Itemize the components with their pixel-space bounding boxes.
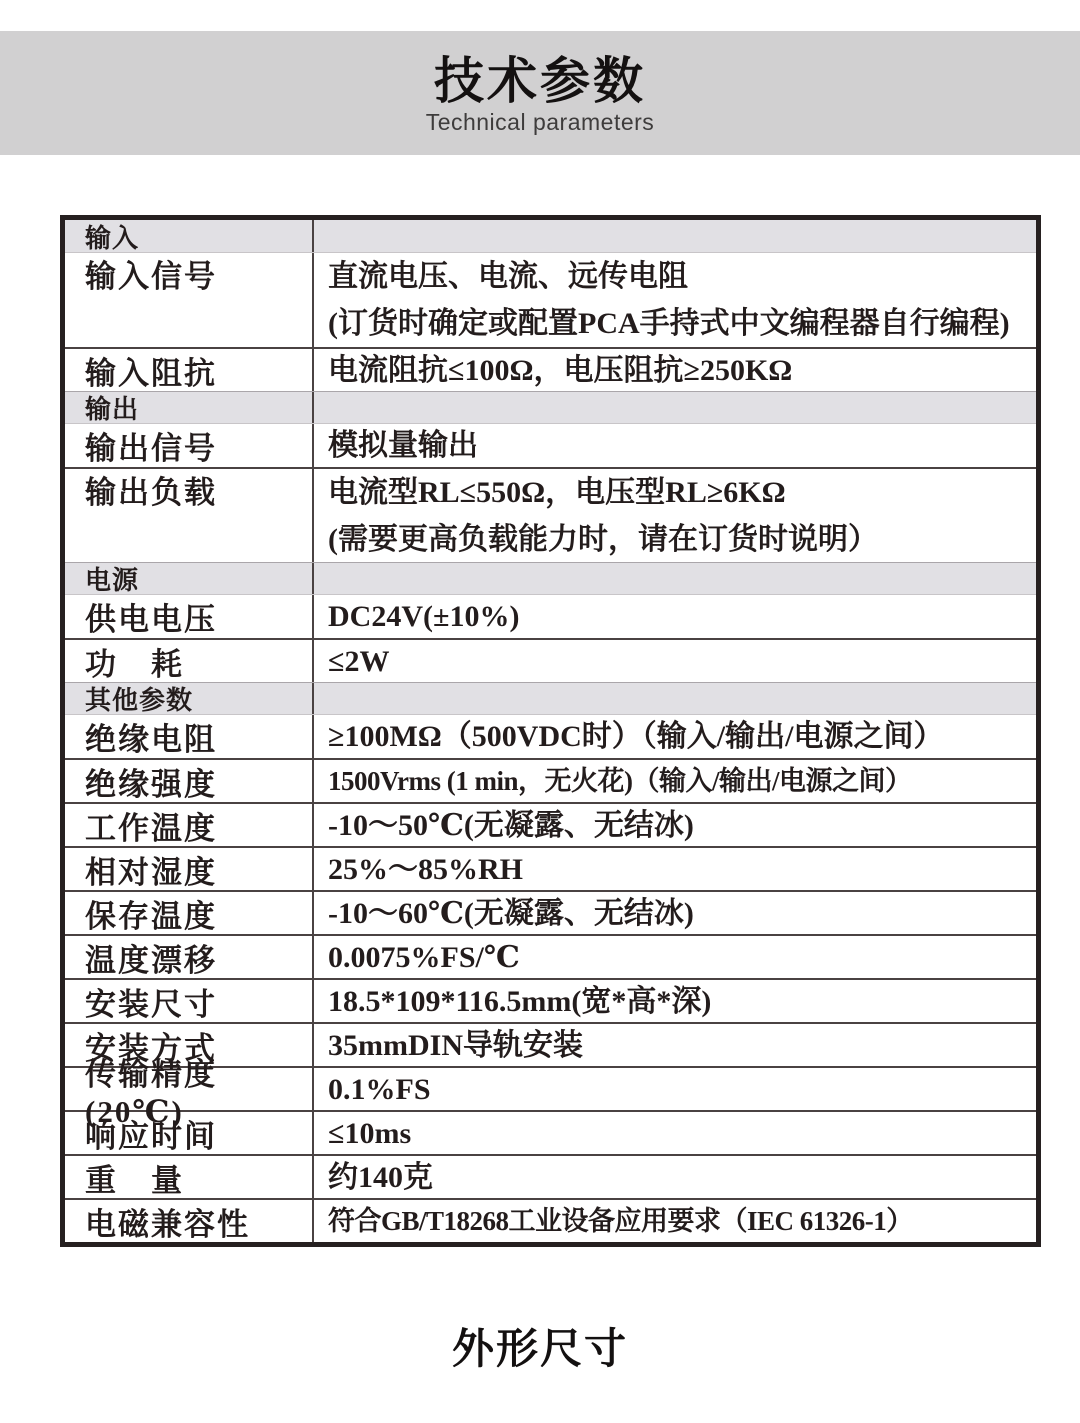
row-value: [314, 892, 1036, 934]
row-value-line: DC24V(±10%): [328, 600, 520, 633]
row-value-line: ≥100MΩ（500VDC时）（输入/输出/电源之间）: [328, 720, 944, 753]
row-label: 安装方式: [65, 1024, 314, 1066]
table-row: [65, 934, 1036, 978]
header-band: [0, 31, 1080, 155]
row-value-line: 电流阻抗≤100Ω，电压阻抗≥250KΩ: [328, 353, 793, 387]
page-title: 技术参数: [434, 53, 646, 109]
row-label: 安装尺寸: [65, 980, 314, 1022]
row-value: [314, 980, 1036, 1022]
table-row: [65, 890, 1036, 934]
table-row: [65, 347, 1036, 391]
table-row: [65, 467, 1036, 562]
row-value-line: ≤10ms: [328, 1116, 412, 1150]
row-value: [314, 563, 1036, 594]
table-row: [65, 802, 1036, 846]
row-label: 保存温度: [65, 892, 314, 934]
row-label: 绝缘电阻: [65, 715, 314, 758]
row-label: 电源: [65, 563, 314, 594]
row-value: [314, 683, 1036, 714]
section-row: [65, 682, 1036, 714]
row-label: 其他参数: [65, 683, 314, 714]
table-row: [65, 594, 1036, 638]
row-value: [314, 715, 1036, 758]
page-subtitle: Technical parameters: [425, 109, 655, 135]
row-value-line: 约140克: [328, 1160, 433, 1194]
row-value-line: (订货时确定或配置PCA手持式中文编程器自行编程): [328, 307, 1010, 340]
row-value-line: 18.5*109*116.5mm(宽*高*深): [328, 984, 712, 1018]
table-row: [65, 758, 1036, 802]
row-value: [314, 253, 1036, 347]
row-label: 电磁兼容性: [65, 1200, 314, 1242]
row-value: [314, 349, 1036, 391]
row-value-line: ≤2W: [328, 644, 390, 678]
row-label: 工作温度: [65, 804, 314, 846]
row-label: 输入: [65, 220, 314, 252]
row-label: 输入阻抗: [65, 349, 314, 391]
table-row: [65, 846, 1036, 890]
row-value: [314, 804, 1036, 846]
table-row: [65, 1154, 1036, 1198]
row-value-line: 0.0075%FS/℃: [328, 940, 520, 974]
row-label: 绝缘强度: [65, 760, 314, 802]
row-value: [314, 1200, 1036, 1242]
row-value: [314, 220, 1036, 252]
row-label: 供电电压: [65, 595, 314, 638]
row-value: [314, 424, 1036, 467]
row-value: [314, 1156, 1036, 1198]
row-value-line: 模拟量输出: [328, 429, 478, 462]
row-value-line: 电流型RL≤550Ω，电压型RL≥6KΩ: [328, 475, 786, 509]
row-label: 功 耗: [65, 640, 314, 682]
row-value-line: -10～60℃(无凝露、无结冰): [328, 896, 694, 930]
section-row: [65, 562, 1036, 594]
table-row: [65, 1110, 1036, 1154]
row-label: 响应时间: [65, 1112, 314, 1154]
row-value: [314, 640, 1036, 682]
row-value: [314, 595, 1036, 638]
section-title-dimensions: 外形尺寸: [451, 1325, 628, 1372]
row-value-line: 35mmDIN导轨安装: [328, 1028, 583, 1062]
table-row: [65, 252, 1036, 347]
table-row: [65, 978, 1036, 1022]
row-value: [314, 469, 1036, 562]
row-value: [314, 1068, 1036, 1110]
row-label: 相对湿度: [65, 848, 314, 890]
spec-table: [60, 215, 1041, 1247]
row-label: 温度漂移: [65, 936, 314, 978]
row-value-line: 0.1%FS: [328, 1072, 431, 1106]
row-value: [314, 392, 1036, 423]
row-label: 输入信号: [65, 253, 314, 347]
row-value-line: 直流电压、电流、远传电阻: [328, 260, 688, 293]
table-row: [65, 1198, 1036, 1242]
section-row: [65, 391, 1036, 423]
row-value: [314, 848, 1036, 890]
table-row: [65, 1056, 1036, 1129]
section-row: [65, 220, 1036, 252]
row-label: 传输精度(20℃): [65, 1068, 314, 1110]
row-label: 输出: [65, 392, 314, 423]
table-row: [65, 714, 1036, 758]
table-row: [65, 423, 1036, 467]
row-value-line: (需要更高负载能力时，请在订货时说明）: [328, 522, 878, 556]
row-value-line: -10～50℃(无凝露、无结冰): [328, 808, 694, 842]
row-value-line: 符合GB/T18268工业设备应用要求（IEC 61326-1）: [328, 1205, 913, 1236]
row-value: [314, 936, 1036, 978]
row-label: 输出信号: [65, 424, 314, 467]
row-value-line: 25%～85%RH: [328, 852, 523, 886]
row-value: [314, 760, 1036, 802]
row-value: [314, 1024, 1036, 1066]
row-label: 输出负载: [65, 469, 314, 562]
row-value: [314, 1112, 1036, 1154]
row-label: 重 量: [65, 1156, 314, 1198]
row-value-line: 1500Vrms (1 min，无火花)（输入/输出/电源之间）: [328, 765, 912, 796]
table-row: [65, 638, 1036, 682]
